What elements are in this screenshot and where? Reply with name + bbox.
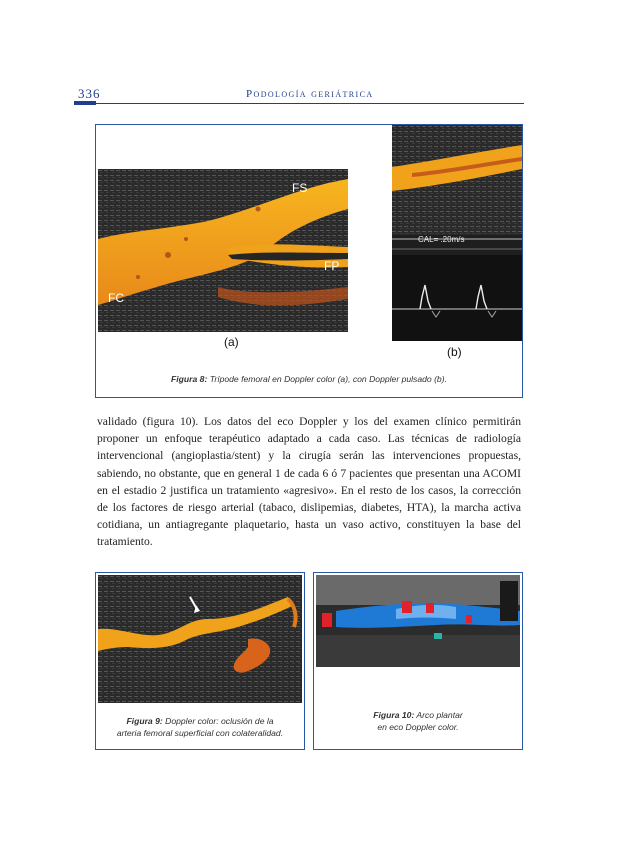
label-fs: FS [292, 181, 308, 195]
body-paragraph: validado (figura 10). Los datos del eco Doppler y los del examen clínico permitirán proponer un enfoque terapéutico adaptado a cada caso. Las técnicas de radiología intervencional (angioplastia/stent) y la cirugía serán las intervenciones propuestas, sabiendo, no obstante, que en general 1 de cada 6 ó 7 pacientes que presentan una ACOMI en el estadio 2 justifica un tratamiento «agresivo». En el resto de los casos, la corrección de los factores de riesgo arterial (tabaco, dislipemias, diabetes, HTA), la marcha activa cotidiana, un antiagregante plaquetario, hasta un vaso activo, constituyen la base del tratamiento. [97, 415, 521, 549]
label-fp: FP [324, 259, 340, 273]
figure-10-caption-line-1 [314, 709, 522, 721]
figure-10-caption-text-1: Arco plantar [414, 710, 463, 720]
page-number: 336 [78, 86, 101, 101]
running-title: Podología geriátrica [246, 88, 374, 100]
figure-8-caption-lead: Figura 8: [171, 374, 208, 384]
figure-9-caption-line-2: arteria femoral superficial con colateralidad. [116, 728, 284, 738]
figure-8 [95, 124, 523, 398]
header-rule [96, 103, 524, 104]
figure-8a-doppler-image [98, 169, 348, 332]
figure-10-doppler-image [316, 575, 520, 667]
figure-8-caption-text: Trípode femoral en Doppler color (a), con Doppler pulsado (b). [207, 374, 447, 384]
figure-9-caption-lead: Figura 9: [126, 716, 163, 726]
cal-scale-label: CAL= .20m/s [418, 235, 465, 244]
figure-10-caption [314, 709, 522, 733]
figure-9-caption [96, 715, 304, 739]
figure-9 [95, 572, 305, 750]
figure-8-caption [96, 373, 522, 385]
figure-10 [313, 572, 523, 750]
figure-9-doppler-image [98, 575, 302, 703]
figure-8b-pulsed-doppler-image [392, 125, 522, 341]
label-a: (a) [224, 335, 239, 349]
label-b: (b) [447, 345, 462, 359]
header-accent-bar [74, 101, 96, 105]
figure-10-caption-lead: Figura 10: [373, 710, 415, 720]
figure-9-caption-text-1: Doppler color: oclusión de la [162, 716, 274, 726]
figure-10-caption-line-2: en eco Doppler color. [377, 722, 459, 732]
label-fc: FC [108, 291, 124, 305]
figure-9-caption-line-1 [96, 715, 304, 727]
